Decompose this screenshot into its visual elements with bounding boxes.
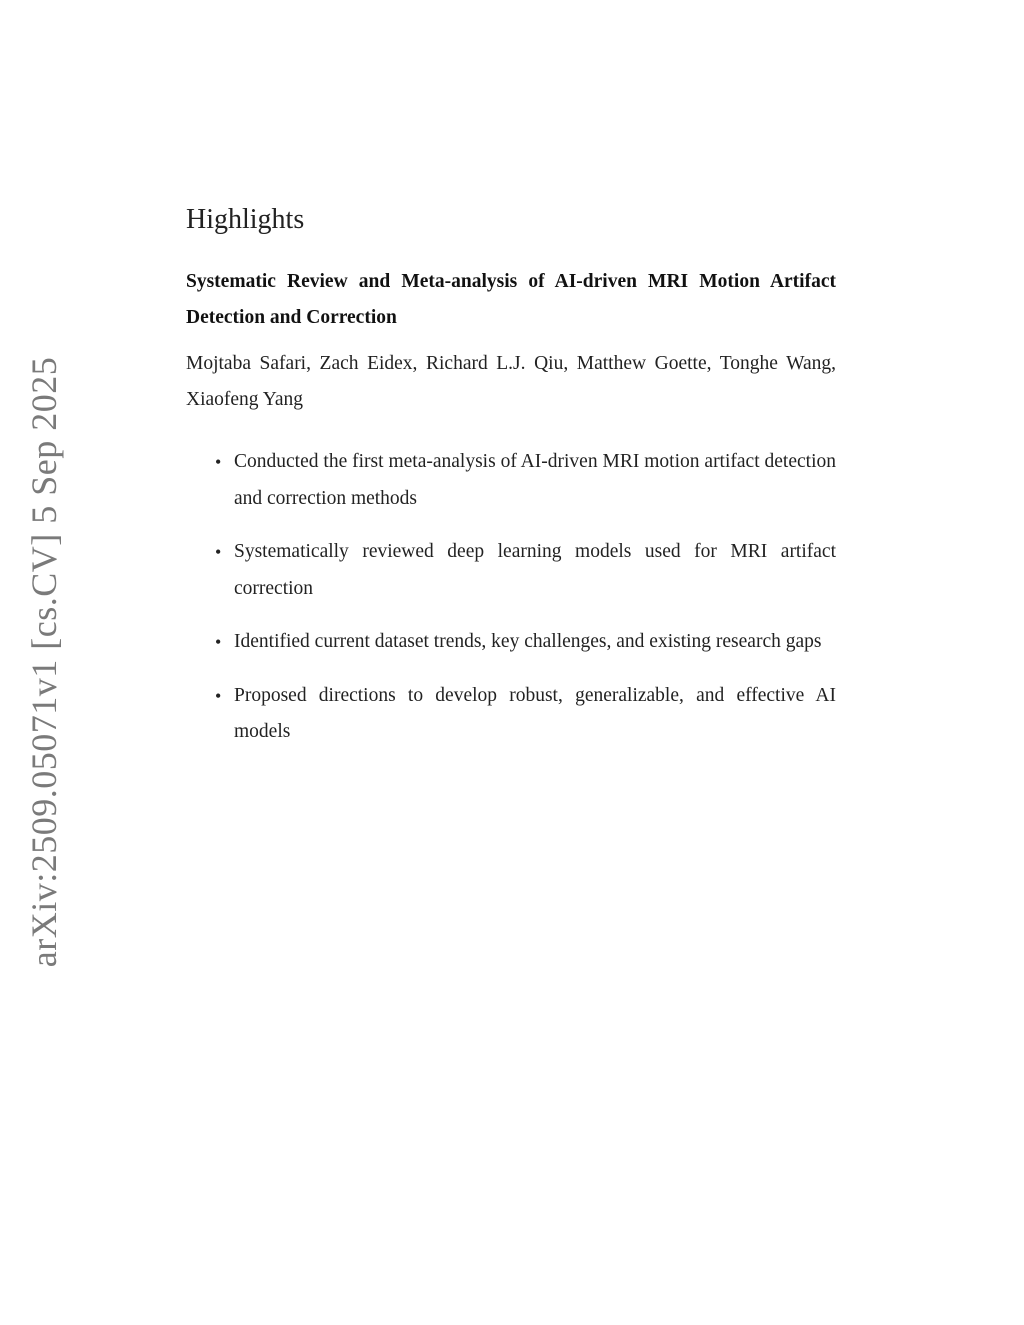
bullet-icon: • <box>215 685 222 706</box>
highlights-page <box>186 200 836 768</box>
highlight-item <box>215 534 836 607</box>
paper-title: Systematic Review and Meta-analysis of AI-driven MRI Motion Artifact Detection and Correction <box>186 271 836 328</box>
bullet-icon: • <box>215 452 222 472</box>
highlight-item <box>215 444 836 517</box>
highlight-text: Identified current dataset trends, key challenges, and existing research gaps <box>234 631 822 652</box>
bullet-icon: • <box>215 632 222 652</box>
arxiv-identifier: arXiv:2509.05071v1 [cs.CV] 5 Sep 2025 <box>24 356 64 968</box>
highlight-text: Conducted the first meta-analysis of AI-driven MRI motion artifact detection and correction methods <box>234 451 836 509</box>
author-list: Mojtaba Safari, Zach Eidex, Richard L.J. Qiu, Matthew Goette, Tonghe Wang, Xiaofeng Yang <box>186 353 836 410</box>
highlight-item <box>215 678 836 751</box>
highlights-list <box>186 444 836 751</box>
bullet-icon: • <box>215 542 222 562</box>
highlight-item <box>215 624 836 661</box>
highlight-text: Systematically reviewed deep learning models used for MRI artifact correction <box>234 541 836 599</box>
highlight-text: Proposed directions to develop robust, generalizable, and effective AI models <box>234 684 836 742</box>
page-heading: Highlights <box>186 204 305 235</box>
